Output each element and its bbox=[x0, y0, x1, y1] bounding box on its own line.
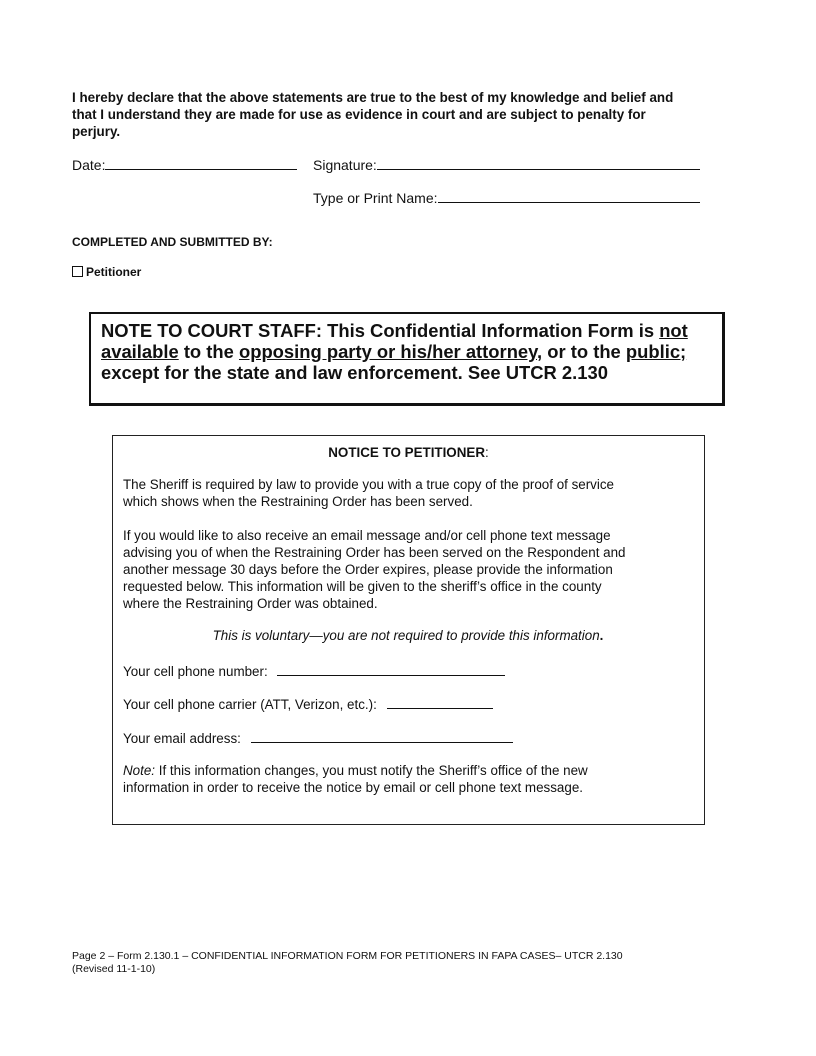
court-staff-note: NOTE TO COURT STAFF: This Confidential Information Form is not available to the opposing party or his/her attorney, or to the public; except for the state and law enforcement. See UTCR 2.130 bbox=[101, 320, 688, 383]
notice-paragraph-1: The Sheriff is required by law to provide you with a true copy of the proof of service which shows when the Restraining Order has been served. bbox=[123, 477, 614, 509]
notice-to-petitioner-box bbox=[112, 435, 705, 825]
email-blank[interactable] bbox=[251, 728, 513, 743]
notice-paragraph-2: If you would like to also receive an email message and/or cell phone text message advising you of when the Restraining Order has been served on the Respondent and another message 30 days before the Order expires, please provide the information requested below. This information will be given to the sheriff’s office in the county where the Restraining Order was obtained. bbox=[123, 528, 626, 611]
cell-carrier-label: Your cell phone carrier (ATT, Verizon, etc.): bbox=[123, 697, 377, 712]
declaration-line: I hereby declare that the above statements are true to the best of my knowledge and belief and bbox=[72, 90, 674, 105]
underlined-public: public; bbox=[625, 341, 687, 362]
date-label: Date: bbox=[72, 157, 106, 173]
declaration-line: that I understand they are made for use as evidence in court and are subject to penalty for bbox=[72, 107, 646, 122]
cell-phone-label: Your cell phone number: bbox=[123, 664, 268, 679]
date-blank[interactable] bbox=[105, 155, 297, 170]
signature-field bbox=[313, 155, 700, 174]
cell-carrier-field bbox=[123, 694, 693, 713]
completed-by-heading: COMPLETED AND SUBMITTED BY: bbox=[72, 235, 273, 249]
signature-blank[interactable] bbox=[377, 155, 700, 170]
court-staff-note-box bbox=[89, 312, 725, 406]
cell-phone-field bbox=[123, 661, 693, 680]
note-label: Note: bbox=[123, 763, 156, 778]
notice-title: NOTICE TO PETITIONER: bbox=[328, 445, 489, 460]
signature-label: Signature: bbox=[313, 157, 377, 173]
print-name-label: Type or Print Name: bbox=[313, 190, 438, 206]
underlined-opposing-party: opposing party or his/her attorney bbox=[238, 341, 538, 362]
print-name-blank[interactable] bbox=[438, 188, 700, 203]
email-field bbox=[123, 728, 693, 747]
date-field bbox=[72, 155, 297, 174]
footer-revision: (Revised 11-1-10) bbox=[72, 963, 156, 975]
notice-note: Note: If this information changes, you must notify the Sheriff’s office of the new information in order to receive the notice by email or cell phone text message. bbox=[123, 763, 588, 795]
petitioner-label: Petitioner bbox=[86, 265, 142, 279]
declaration-line: perjury. bbox=[72, 124, 121, 139]
page-footer bbox=[72, 950, 623, 976]
petitioner-option[interactable] bbox=[72, 265, 141, 279]
email-label: Your email address: bbox=[123, 731, 241, 746]
cell-phone-blank[interactable] bbox=[277, 661, 505, 676]
voluntary-statement: This is voluntary—you are not required to provide this information. bbox=[212, 628, 604, 643]
underlined-available: available bbox=[101, 341, 179, 362]
petitioner-checkbox[interactable] bbox=[72, 266, 83, 277]
print-name-field bbox=[313, 188, 700, 207]
cell-carrier-blank[interactable] bbox=[387, 694, 493, 709]
footer-form-id: Page 2 – Form 2.130.1 – CONFIDENTIAL INFORMATION FORM FOR PETITIONERS IN FAPA CASES– UTCR 2.130 bbox=[72, 950, 623, 962]
declaration-statement bbox=[72, 89, 742, 140]
underlined-not: not bbox=[659, 320, 688, 341]
